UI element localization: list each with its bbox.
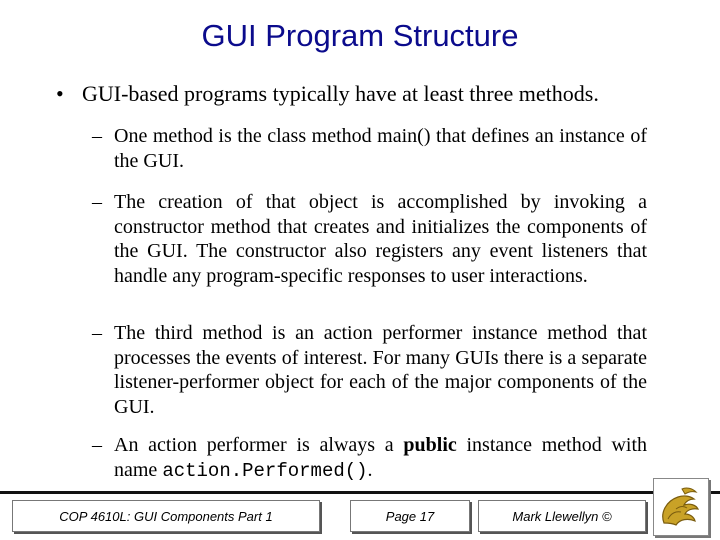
- text-before: An action performer is always a: [114, 434, 404, 456]
- footer-course: COP 4610L: GUI Components Part 1: [12, 500, 320, 532]
- dash-symbol: –: [92, 322, 102, 344]
- dash-symbol: –: [92, 125, 102, 147]
- text-middle: instance method with name: [114, 434, 648, 481]
- dash-symbol: –: [92, 434, 102, 456]
- page-title: GUI Program Structure: [201, 18, 519, 53]
- bullet-text: GUI-based programs typically have at least three methods.: [82, 81, 599, 106]
- sub-item-text: One method is the class method main() that defines an instance of the GUI.: [114, 125, 647, 172]
- sub-item-text: The creation of that object is accomplished by invoking a constructor method that creates and initializes the components of the GUI. The constructor also registers any event listeners that handle any program-specific responses to user interactions.: [114, 191, 647, 287]
- keyword-public: public: [403, 434, 457, 456]
- dash-symbol: –: [92, 191, 102, 213]
- logo-graphic: [654, 479, 708, 535]
- text-after: .: [367, 458, 373, 481]
- footer-divider: [0, 491, 720, 494]
- code-method-name: action.Performed(): [162, 459, 368, 482]
- footer-page: Page 17: [350, 500, 470, 532]
- footer-author: Mark Llewellyn ©: [478, 500, 646, 532]
- sub-item-text: The third method is an action performer instance method that processes the events of interest. For many GUIs there is a separate listener-performer object for each of the major components of the GUI.: [114, 322, 647, 418]
- ucf-pegasus-logo-icon: [653, 478, 709, 536]
- bullet-symbol: •: [56, 81, 64, 106]
- sub-item-text: [114, 433, 647, 483]
